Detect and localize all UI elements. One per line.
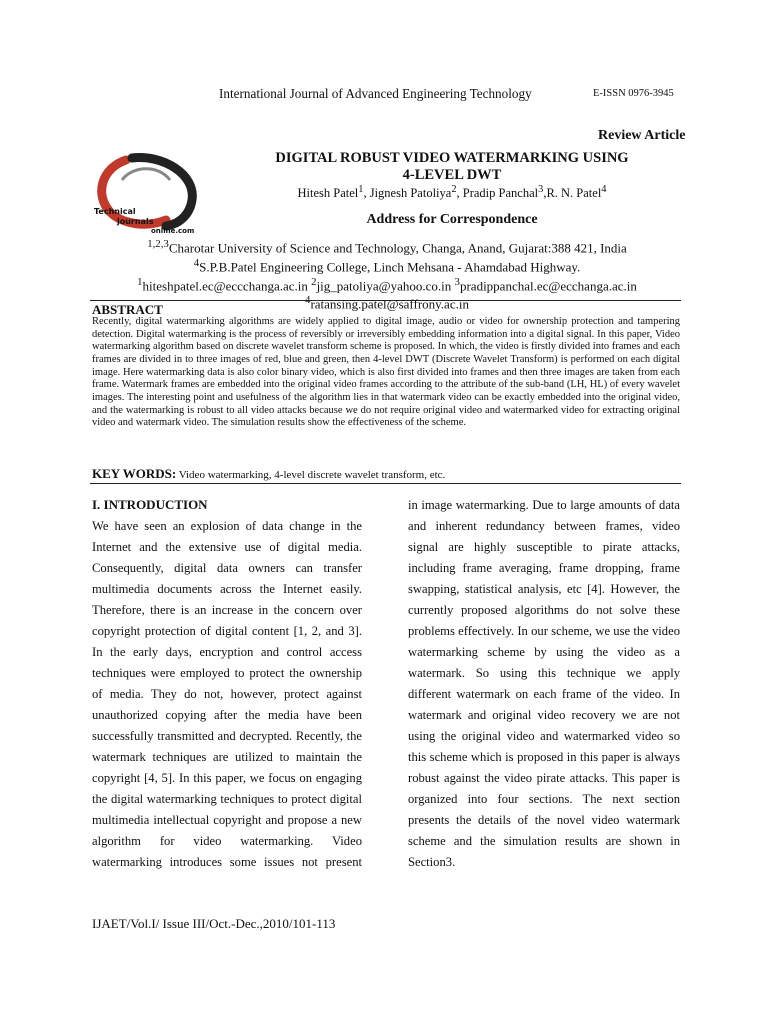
email-sup: 2 [311,275,317,288]
author-sup: 1 [358,184,364,195]
body-column-left: We have seen an explosion of data change in the Internet and the extensive use of digital media. Consequently, digital data owners can transfer multimedia documents across the Internet easily. Therefore, there is an increase in the concern over copyright protection of digital content [1, 2, and 3]. In the early days, encryption and control access techniques were employed to protect the ownership of media. They do not, however, protect against unauthorized copying after the media have been successfully transmitted and decrypted. Recently, the watermark techniques are utilized to maintain the copyright [4, 5]. In this paper, we focus on engaging the digital watermarking techniques to protect digital multimedia intellectual copyright and propose a new algorithm for video watermarking. Video watermarking introduces some issues not present [92,519,362,869]
affil-sup: 4 [193,256,200,269]
email-link[interactable]: hiteshpatel.ec@eccchanga.ac.in [142,277,308,293]
paper-title [215,150,689,184]
keywords [92,467,680,482]
affil-text: Charotar University of Science and Technology, Changa, Anand, Gujarat:388 421, India [168,240,627,256]
author-name: Hitesh Patel [297,186,359,201]
author-sup: 3 [538,184,544,195]
keywords-text: Video watermarking, 4-level discrete wavelet transform, etc. [178,469,446,481]
author-name: Jignesh Patoliya [369,186,452,201]
email-link[interactable]: jig_patoliya@yahoo.co.in [316,277,452,293]
author-name: Pradip Panchal [462,186,539,201]
author-sup: 2 [451,184,457,195]
logo-text-journals: journals [117,217,154,226]
correspondence-heading: Address for Correspondence [366,212,538,227]
abstract-text: Recently, digital watermarking algorithms are widely applied to digital image, audio or video for ownership protection and tampering detection. Digital watermarking is the process of reversibly or irreversibly embedding information into a digital signal. In this paper, Video watermarking algorithm based on discrete wavelet transform scheme is proposed. In which, the video is firstly divided into frames and each frames are divided in to three images of red, blue and green, then 4-level DWT (Discrete Wavelet Transform) is performed on each digital image. Here watermarking data is also color binary video, which is also first divided into frames and then three images are taken from each frame. Watermark frames are embedded into the original video frames according to the attribute of the sub-band (LH, HL) of every wavelet images. The interesting point and usefulness of the algorithm lies in that watermark video can be exactly embedded into the original video, and the watermarking is robust to all video attacks because we do not require original video and watermarked video for extracting original video and watermark video. The simulation results show the effectiveness of the scheme. [92,316,680,429]
title-line-2: 4-LEVEL DWT [402,167,502,183]
keywords-label: KEY WORDS: [92,466,177,481]
divider [90,483,681,484]
affiliation-2 [90,256,684,275]
body-column-right: in image watermarking. Due to large amounts of data and inherent redundancy between frames, video signal are highly susceptible to pirate attacks, including frame averaging, frame dropping, frame swapping, statistical analysis, etc [4]. However, the currently proposed algorithms do not solve these problems effectively. In our scheme, we use the video watermarking scheme by using the video as a watermark. So using this technique we apply different watermark on each frame of the video. In watermark and original video recovery we are not using the original video and watermarked video so this scheme which is proposed in this paper is always robust against the video pirate attacks. This paper is organized into four sections. The next section presents the details of the novel video watermark scheme and the simulation results are shown in Section3. [408,498,680,869]
affil-sup: 1,2,3 [147,238,169,250]
author-sup: 4 [601,184,607,195]
affiliations [90,237,684,312]
affiliation-1 [90,237,684,256]
email-sup: 4 [305,294,311,307]
logo-text-online: online.com [151,227,195,235]
logo-text-technical: Technical [94,207,136,216]
section-heading: I. INTRODUCTION [92,497,208,512]
article-type: Review Article [598,128,686,143]
email-link[interactable]: ratansing.patel@saffrony.ac.in [310,296,469,312]
abstract-heading: ABSTRACT [92,302,163,317]
email-sup: 1 [137,275,143,288]
issn: E-ISSN 0976-3945 [593,88,674,99]
author-list: Hitesh Patel$^1$, Jignesh Patoliya$^2$, Pradip Panchal$^3$,R. N. Patel$^4$ [297,184,607,201]
title-line-1: DIGITAL ROBUST VIDEO WATERMARKING USING [275,150,629,166]
affil-text: S.P.B.Patel Engineering College, Linch Mehsana - Ahamdabad Highway. [199,259,581,275]
journal-name: International Journal of Advanced Engineering Technology [219,86,532,101]
author-name: R. N. Patel [546,186,602,201]
page-footer: IJAET/Vol.I/ Issue III/Oct.-Dec.,2010/101-113 [92,916,336,931]
email-link[interactable]: pradippanchal.ec@ecchanga.ac.in [459,277,637,293]
email-sup: 3 [454,275,460,288]
email-line [90,275,684,294]
email-line [90,293,684,312]
divider [90,300,681,301]
